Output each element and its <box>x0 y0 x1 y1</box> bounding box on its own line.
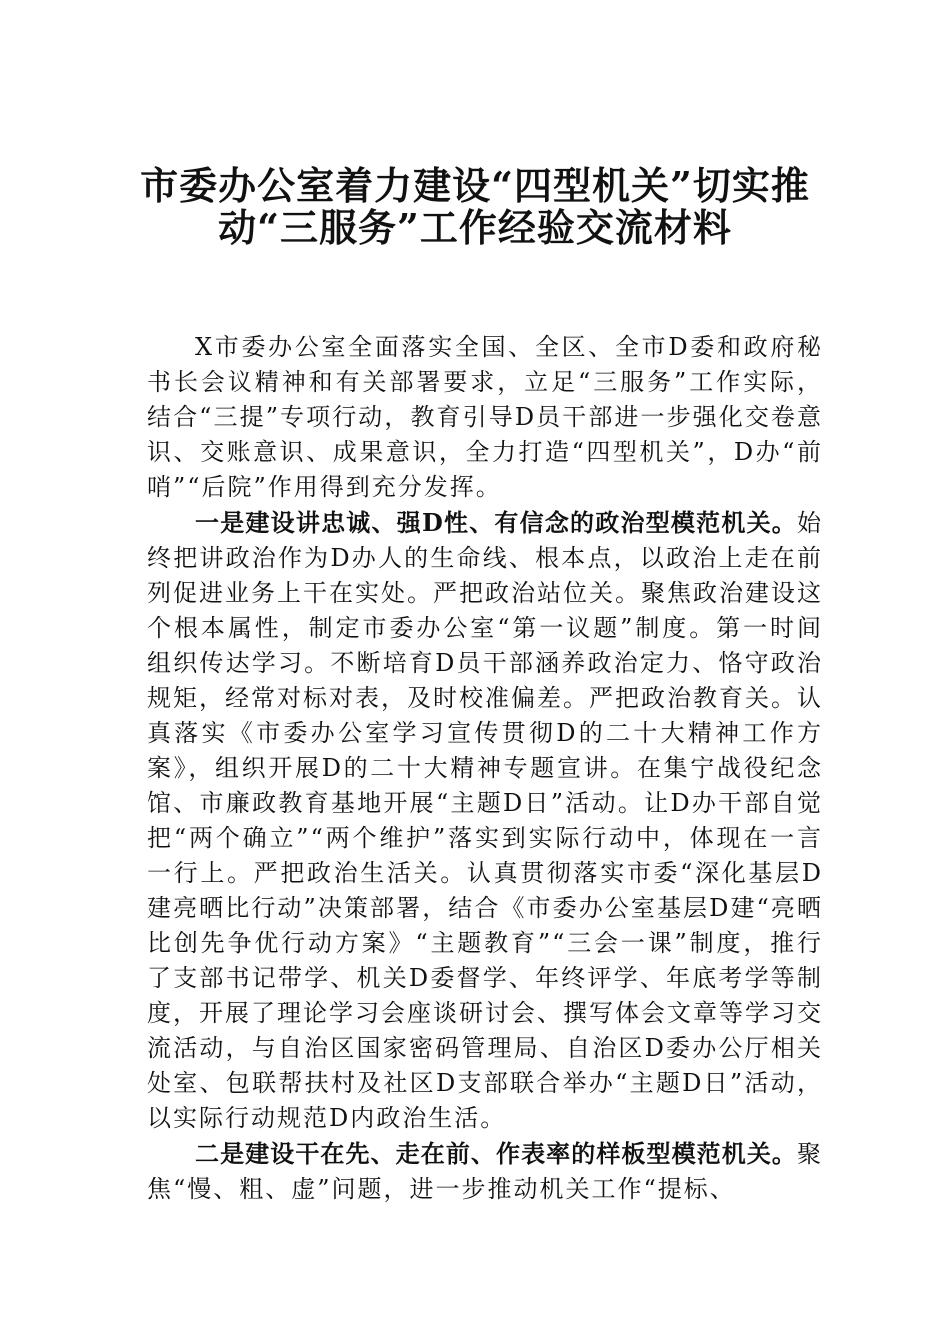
paragraph-lead-heading: 二是建设干在先、走在前、作表率的样板型模范机关。 <box>195 1139 797 1168</box>
paragraph-lead-heading: 一是建设讲忠诚、强D性、有信念的政治型模范机关。 <box>195 508 797 537</box>
body-paragraph-intro <box>147 330 823 505</box>
paragraph-text: X市委办公室全面落实全国、全区、全市D委和政府秘书长会议精神和有关部署要求，立足“三服务”工作实际，结合“三提”专项行动，教育引导D员干部进一步强化交卷意识、交账意识、成果意识，全力打造“四型机关”，D办“前哨”“后院”作用得到充分发挥。 <box>147 333 823 501</box>
body-paragraph-political <box>147 505 823 1136</box>
body-paragraph-exemplary <box>147 1136 823 1207</box>
paragraph-text: 聚焦“慢、粗、虚”问题，进一步推动机关工作“提标、 <box>147 1140 823 1203</box>
document-body <box>147 330 823 1207</box>
paragraph-text: 始终把讲政治作为D办人的生命线、根本点，以政治上走在前列促进业务上干在实处。严把政治站位关。聚焦政治建设这个根本属性，制定市委办公室“第一议题”制度。第一时间组织传达学习。不断培育D员干部涵养政治定力、恪守政治规矩，经常对标对表，及时校准偏差。严把政治教育关。认真落实《市委办公室学习宣传贯彻D的二十大精神工作方案》，组织开展D的二十大精神专题宣讲。在集宁战役纪念馆、市廉政教育基地开展“主题D日”活动。让D办干部自觉把“两个确立”“两个维护”落实到实际行动中，体现在一言一行上。严把政治生活关。认真贯彻落实市委“深化基层D建亮晒比行动”决策部署，结合《市委办公室基层D建“亮晒比创先争优行动方案》“主题教育”“三会一课”制度，推行了支部书记带学、机关D委督学、年终评学、年底考学等制度，开展了理论学习会座谈研讨会、撰写体会文章等学习交流活动，与自治区国家密码管理局、自治区D委办公厅相关处室、包联帮扶村及社区D支部联合举办“主题D日”活动，以实际行动规范D内政治生活。 <box>147 509 823 1132</box>
document-title-line-1: 市委办公室着力建设“四型机关”切实推 <box>140 163 810 208</box>
document-title-line-2: 动“三服务”工作经验交流材料 <box>218 205 732 250</box>
